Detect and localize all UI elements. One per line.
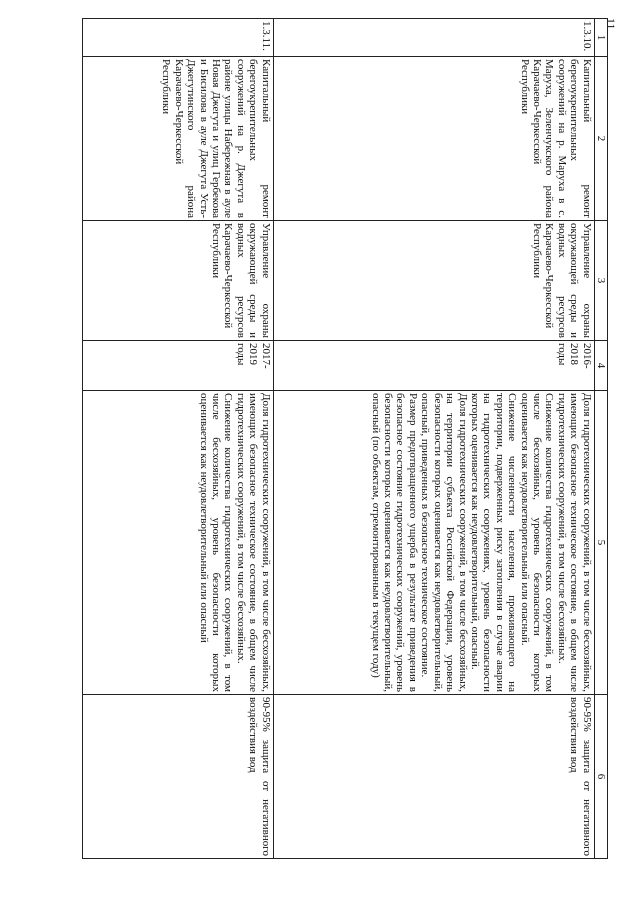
table-row <box>82 19 273 859</box>
indicators <box>273 391 594 695</box>
measure-name: Капитальный ремонт берегоукрепительных сооружений на р. Джегута в районе улицы Набережная в ауле Новая Джегута и улиц Гербекова и Бисилова в ауле Джегута Усть-Джегутинского района Карачаево-Черкесской Республики <box>82 57 273 221</box>
indicator-text: Доля гидротехнических сооружений, в том числе бесхозяйных, на территории субъекта Российской Федерации, уровень безопасности которых оценивается как неудовлетворительный, опасный, приведенных в безопасное техническое состояние. <box>419 393 469 692</box>
indicator-text: Доля гидротехнических сооружений, в том числе бесхозяйных, имеющих безопасное техническое состояние, в общем числе гидротехнических сооружений, в том числе бесхозяйных. <box>555 393 593 692</box>
table-row <box>273 19 594 859</box>
measures-table <box>82 18 608 859</box>
measure-name: Капитальный ремонт берегоукрепительных сооружений на р. Маруха в с. Маруха, Зеленчукского района Карачаево-Черкесской Республики <box>273 57 594 221</box>
header-cell: 4 <box>594 341 607 391</box>
indicators <box>82 391 273 695</box>
row-number: 1.3.11. <box>82 19 273 57</box>
executor: Управление охраны окружающей среды и водных ресурсов Карачаево-Черкесской Республики <box>273 221 594 341</box>
header-cell: 5 <box>594 391 607 695</box>
indicator-text: Доля гидротехнических сооружений, в том числе бесхозяйных, имеющих безопасное техническое состояние, в общем числе гидротехнических сооружений, в том числе бесхозяйных. <box>234 393 272 692</box>
expected-result: 90-95% защита от негативного воздействия вод <box>273 695 594 859</box>
header-cell: 1 <box>594 19 607 57</box>
header-cell: 6 <box>594 695 607 859</box>
executor: Управление охраны окружающей среды и водных ресурсов Карачаево-Черкесской Республики <box>82 221 273 341</box>
indicator-text: Снижение количества гидротехнических сооружений, в том числе бесхозяйных, уровень безопасности которых оценивается как неудовлетворительный или опасный <box>197 393 235 692</box>
header-cell: 2 <box>594 57 607 221</box>
indicator-text: Снижение количества гидротехнических сооружений, в том числе бесхозяйных, уровень безопасности которых оценивается как неудовлетворительный или опасный. <box>518 393 556 692</box>
expected-result: 90-95% защита от негативного воздействия вод <box>82 695 273 859</box>
header-cell: 3 <box>594 221 607 341</box>
row-number: 1.3.10. <box>273 19 594 57</box>
table-header-row <box>594 19 607 859</box>
indicator-text: Размер предотвращенного ущерба в результате приведения в безопасное состояние гидротехнических сооружений, уровень безопасности которых оценивается как неудовлетворительный, опасный (по объектам, отремонтированным в текущем году) <box>369 393 419 692</box>
years: 2017-2019 годы <box>82 341 273 391</box>
page-number: 11 <box>604 18 618 30</box>
indicator-text: Снижение численности населения, проживающего на территории, подверженных риску затопления в случае аварии на гидротехнических сооружениях, уровень безопасности которых оценивается как неудовлетворительный, опасный. <box>468 393 519 692</box>
rotated-table-wrapper <box>68 18 608 858</box>
years: 2016-2018 годы <box>273 341 594 391</box>
